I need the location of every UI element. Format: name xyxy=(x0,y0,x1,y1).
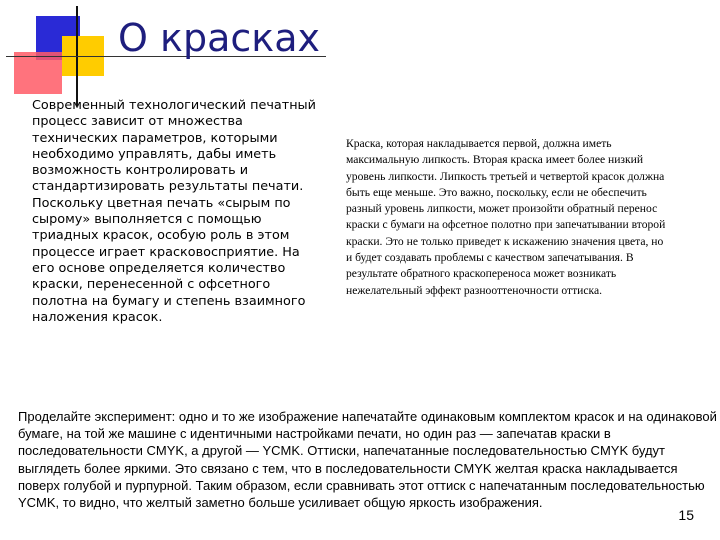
right-paragraph: Краска, которая накладывается первой, должна иметь максимальную липкость. Вторая краска имеет более низкий уровень липкости. Липкость третьей и четвертой красок должна быть еще меньше. Это важно, поскольку, если не обеспечить разный уровень липкости, может произойти обратный перенос краски с бумаги на офсетное полотно при запечатывании второй краски. Это не только приведет к искажению значения цвета, но и будет создавать проблемы с качеством запечатывания. В результате обратного краскопереноса может возникать нежелательный эффект разнооттеночности оттиска. xyxy=(346,137,666,297)
page-number: 15 xyxy=(678,507,694,523)
decor-red-square xyxy=(14,52,62,94)
slide-title: О красках xyxy=(118,16,320,60)
bottom-paragraph: Проделайте эксперимент: одно и то же изображение напечатайте одинаковым комплектом красок и на одинаковой бумаге, на той же машине с идентичными настройками печати, но один раз — запечатав краски в последовательности CMYK, а другой — YCMK. Оттиски, напечатанные последовательностью CMYK будут выглядеть более яркими. Это связано с тем, что в последовательности CMYK желтая краска накладывается поверх голубой и пурпурной. Таким образом, если сравнивать этот оттиск с напечатанным последовательностью YCMK, то видно, что желтый заметно больше усиливает общую яркость изображения. xyxy=(18,409,717,511)
left-paragraph: Современный технологический печатный процесс зависит от множества технических параметров, которыми необходимо управлять, дабы иметь возможность контролировать и стандартизировать результаты печати. Поскольку цветная печать «сырым по сырому» выполняется с помощью триадных красок, особую роль в этом процессе играет красковосприятие. На его основе определяется количество краски, перенесенной с офсетного полотна на бумагу и степень взаимного наложения красок. xyxy=(32,98,316,325)
